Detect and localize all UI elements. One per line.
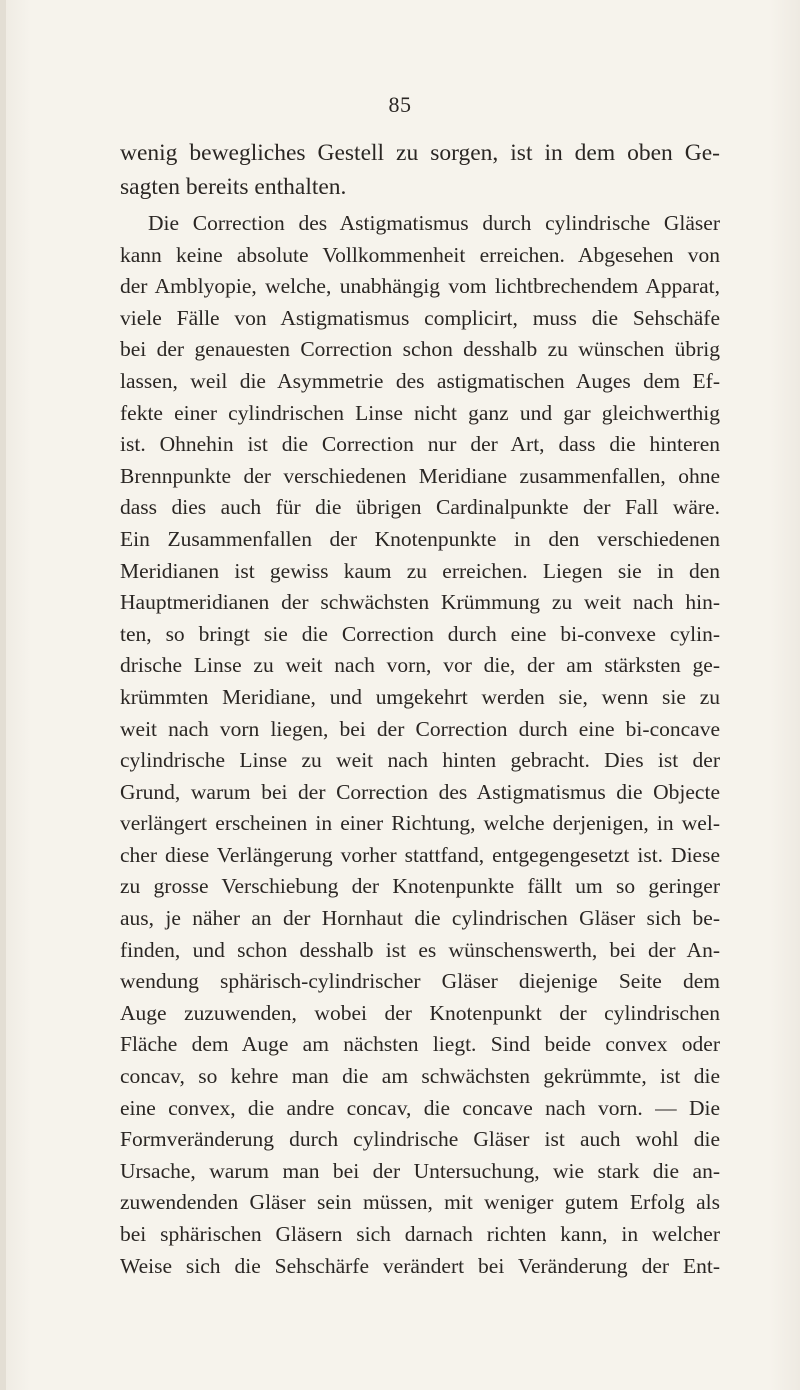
- text-line: ten, so bringt sie die Correction durch eine bi-convexe cylin-: [120, 621, 720, 646]
- page-number: 85: [388, 92, 412, 117]
- text-line: eine convex, die andre concav, die concave nach vorn. — Die: [120, 1095, 720, 1120]
- text-line: cylindrische Linse zu weit nach hinten gebracht. Dies ist der: [120, 748, 720, 773]
- text-line: Weise sich die Sehschärfe verändert bei Veränderung der Ent-: [120, 1253, 720, 1278]
- paragraph: [120, 208, 720, 1282]
- text-line: Hauptmeridianen der schwächsten Krümmung zu weit nach hin-: [120, 590, 720, 615]
- page-edge-shadow: [0, 0, 6, 1390]
- text-line: concav, so kehre man die am schwächsten gekrümmte, ist die: [120, 1064, 720, 1089]
- text-line: Auge zuzuwenden, wobei der Knotenpunkt der cylindrischen: [120, 1000, 720, 1025]
- text-line: ist. Ohnehin ist die Correction nur der Art, dass die hinteren: [120, 432, 720, 457]
- text-line: weit nach vorn liegen, bei der Correction durch eine bi-concave: [120, 716, 720, 741]
- text-line: Die Correction des Astigmatismus durch cylindrische Gläser: [148, 211, 720, 235]
- text-line: Ursache, warum man bei der Untersuchung, wie stark die an-: [120, 1158, 720, 1183]
- text-line: Brennpunkte der verschiedenen Meridiane zusammenfallen, ohne: [120, 463, 720, 488]
- text-line: Meridianen ist gewiss kaum zu erreichen. Liegen sie in den: [120, 558, 720, 583]
- text-line: aus, je näher an der Hornhaut die cylindrischen Gläser sich be-: [120, 906, 720, 931]
- text-line: zuwendenden Gläser sein müssen, mit weniger gutem Erfolg als: [120, 1190, 720, 1215]
- text-line: wendung sphärisch-cylindrischer Gläser diejenige Seite dem: [120, 969, 720, 994]
- text-line: kann keine absolute Vollkommenheit erreichen. Abgesehen von: [120, 242, 720, 267]
- text-line: Grund, warum bei der Correction des Astigmatismus die Objecte: [120, 779, 720, 804]
- text-line: finden, und schon desshalb ist es wünschenswerth, bei der An-: [120, 937, 720, 962]
- text-line: bei sphärischen Gläsern sich darnach richten kann, in welcher: [120, 1222, 720, 1246]
- text-line: Fläche dem Auge am nächsten liegt. Sind beide convex oder: [120, 1032, 720, 1057]
- text-line: wenig bewegliches Gestell zu sorgen, ist in dem oben Ge-: [120, 140, 720, 166]
- text-line: cher diese Verlängerung vorher stattfand, entgegengesetzt ist. Diese: [120, 842, 720, 867]
- text-line: lassen, weil die Asymmetrie des astigmatischen Auges dem Ef-: [120, 368, 720, 393]
- text-line: der Amblyopie, welche, unabhängig vom lichtbrechendem Apparat,: [120, 274, 720, 299]
- text-line: sagten bereits enthalten.: [120, 174, 347, 200]
- body-text: [120, 136, 720, 1282]
- text-line: bei der genauesten Correction schon desshalb zu wünschen übrig: [120, 337, 720, 362]
- text-line: viele Fälle von Astigmatismus complicirt, muss die Sehschäfe: [120, 305, 720, 330]
- text-line: verlängert erscheinen in einer Richtung, welche derjenigen, in wel-: [120, 811, 720, 836]
- text-line: krümmten Meridiane, und umgekehrt werden sie, wenn sie zu: [120, 684, 720, 709]
- text-line: dass dies auch für die übrigen Cardinalpunkte der Fall wäre.: [120, 495, 720, 520]
- text-line: Ein Zusammenfallen der Knotenpunkte in den verschiedenen: [120, 526, 720, 551]
- text-line: fekte einer cylindrischen Linse nicht ganz und gar gleichwerthig: [120, 400, 720, 425]
- text-line: zu grosse Verschiebung der Knotenpunkte fällt um so geringer: [120, 874, 720, 899]
- text-line: Formveränderung durch cylindrische Gläser ist auch wohl die: [120, 1127, 720, 1152]
- text-line: drische Linse zu weit nach vorn, vor die, der am stärksten ge-: [120, 653, 720, 678]
